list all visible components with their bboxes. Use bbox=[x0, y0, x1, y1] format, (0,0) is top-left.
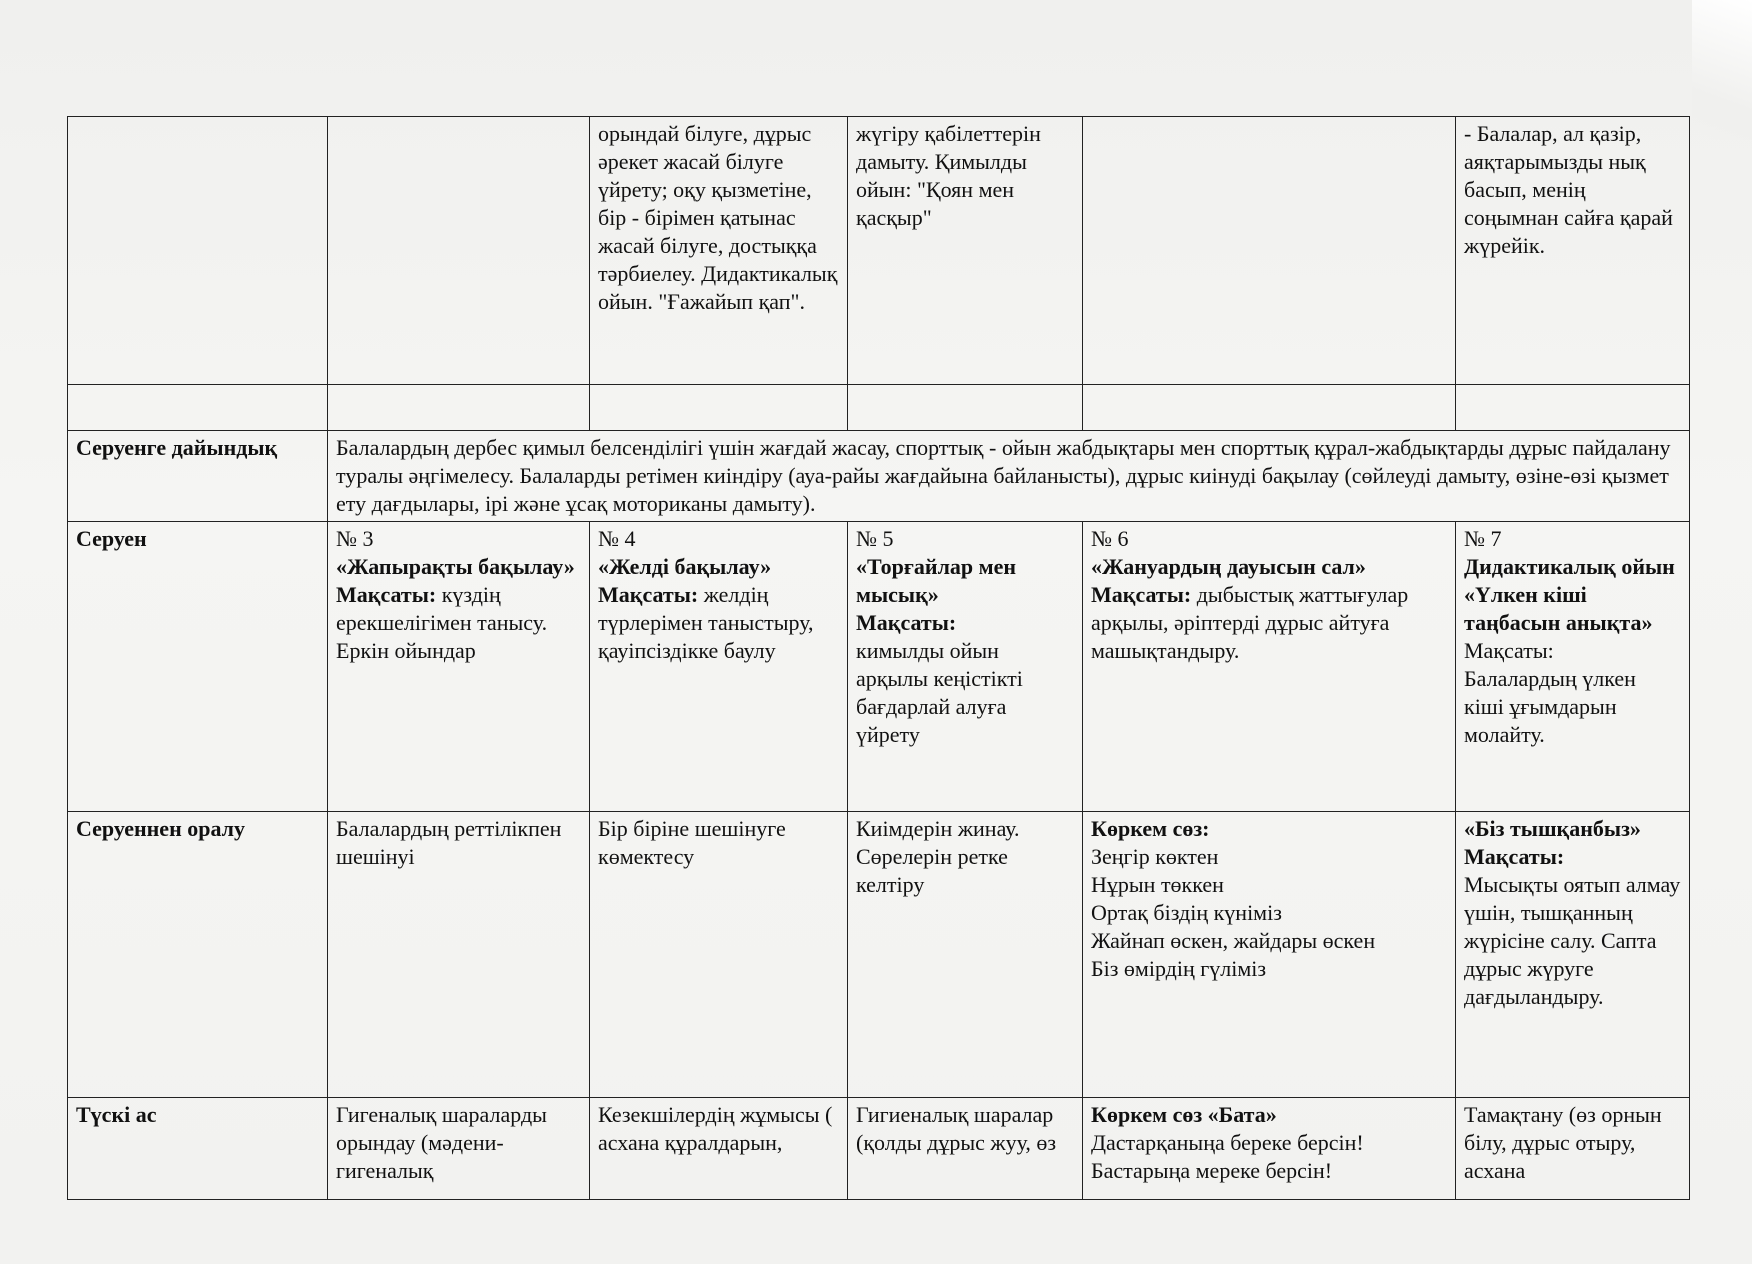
table-row-return bbox=[68, 812, 1690, 1098]
poem-line: Зеңгір көктен bbox=[1091, 844, 1219, 869]
row-label-walk: Серуен bbox=[68, 522, 328, 812]
schedule-table bbox=[67, 116, 1690, 1200]
row-label-return: Серуеннен оралу bbox=[68, 812, 328, 1098]
return-cell-c2: Балалардың реттілікпен шешінуі bbox=[328, 812, 590, 1098]
table-row-blank bbox=[68, 385, 1690, 431]
table-row-walk bbox=[68, 522, 1690, 812]
cell-empty bbox=[68, 385, 328, 431]
poem-line: Біз өмірдің гүліміз bbox=[1091, 956, 1267, 981]
cell-top-c6: - Балалар, ал қазір, аяқтарымызды нық басып, менің соңымнан сайға қарай жүрейік. bbox=[1456, 117, 1690, 385]
goal-label: Мақсаты: bbox=[1464, 638, 1554, 663]
goal-label: Мақсаты: bbox=[336, 582, 437, 607]
goal-label: Мақсаты: bbox=[1091, 582, 1192, 607]
walk-title: «Жапырақты бақылау» bbox=[336, 554, 575, 579]
cell-empty bbox=[590, 385, 848, 431]
goal-label: Мақсаты: bbox=[856, 610, 957, 635]
lunch-cell-c3: Кезекшілердің жұмысы ( асхана құралдарын, bbox=[590, 1098, 848, 1200]
lunch-cell-c5 bbox=[1083, 1098, 1456, 1200]
row-label-lunch: Түскі ас bbox=[68, 1098, 328, 1200]
blessing-line: Дастарқаныңа береке берсін! bbox=[1091, 1130, 1364, 1155]
cell-empty bbox=[328, 117, 590, 385]
walk-num: № 6 bbox=[1091, 526, 1129, 551]
walk-cell-c3 bbox=[590, 522, 848, 812]
page-corner-fold bbox=[1692, 0, 1752, 140]
walk-cell-c5 bbox=[1083, 522, 1456, 812]
walk-cell-c2 bbox=[328, 522, 590, 812]
goal-text: күздің ерекшелігімен танысу. bbox=[336, 582, 548, 635]
table-row-top bbox=[68, 117, 1690, 385]
walk-num: № 7 bbox=[1464, 526, 1502, 551]
table-row-prep bbox=[68, 431, 1690, 522]
walk-num: № 4 bbox=[598, 526, 636, 551]
lunch-cell-c6: Тамақтану (өз орнын білу, дұрыс отыру, асхана bbox=[1456, 1098, 1690, 1200]
walk-title: Дидактикалық ойын «Үлкен кіші таңбасын анықта» bbox=[1464, 554, 1675, 635]
walk-num: № 5 bbox=[856, 526, 894, 551]
cell-empty bbox=[328, 385, 590, 431]
goal-text: желдің түрлерімен таныстыру, қауіпсіздікке баулу bbox=[598, 582, 814, 663]
walk-num: № 3 bbox=[336, 526, 374, 551]
lunch-cell-c4: Гигиеналық шаралар (қолды дұрыс жуу, өз bbox=[848, 1098, 1083, 1200]
return-cell-c4: Киімдерін жинау. Сөрелерін ретке келтіру bbox=[848, 812, 1083, 1098]
walk-cell-c6 bbox=[1456, 522, 1690, 812]
poem-title: Көркем сөз: bbox=[1091, 816, 1210, 841]
cell-empty bbox=[1083, 385, 1456, 431]
cell-empty bbox=[1083, 117, 1456, 385]
return-cell-c5 bbox=[1083, 812, 1456, 1098]
cell-top-c4: жүгіру қабілеттерін дамыту. Қимылды ойын: "Қоян мен қасқыр" bbox=[848, 117, 1083, 385]
goal-label: Мақсаты: bbox=[598, 582, 699, 607]
return-cell-c6 bbox=[1456, 812, 1690, 1098]
return-cell-c3: Бір біріне шешінуге көмектесу bbox=[590, 812, 848, 1098]
walk-extra: Еркін ойындар bbox=[336, 638, 476, 663]
goal-text: Мысықты оятып алмау үшін, тышқанның жүрісіне салу. Сапта дұрыс жүруге дағдыландыру. bbox=[1464, 872, 1681, 1009]
poem-line: Ортақ біздің күніміз bbox=[1091, 900, 1282, 925]
game-title: «Біз тышқанбыз» bbox=[1464, 816, 1641, 841]
table-row-lunch bbox=[68, 1098, 1690, 1200]
blessing-line: Бастарыңа мереке берсін! bbox=[1091, 1158, 1333, 1183]
cell-top-c3: орындай білуге, дұрыс әрекет жасай білуге үйрету; оқу қызметіне, бір - бірімен қатынас жасай білуге, достыққа тәрбиелеу. Дидактикалық ойын. "Ғажайып қап". bbox=[590, 117, 848, 385]
lunch-cell-c2: Гигеналық шараларды орындау (мәдени-гигеналық bbox=[328, 1098, 590, 1200]
cell-empty bbox=[1456, 385, 1690, 431]
poem-line: Нұрын төккен bbox=[1091, 872, 1224, 897]
row-label-prep: Серуенге дайындық bbox=[68, 431, 328, 522]
poem-line: Жайнап өскен, жайдары өскен bbox=[1091, 928, 1376, 953]
walk-title: «Торғайлар мен мысық» bbox=[856, 554, 1017, 607]
blessing-title: Көркем сөз «Бата» bbox=[1091, 1102, 1277, 1127]
goal-text: дыбыстық жаттығулар арқылы, әріптерді дұрыс айтуға машықтандыру. bbox=[1091, 582, 1409, 663]
walk-title: «Желді бақылау» bbox=[598, 554, 772, 579]
walk-title: «Жануардың дауысын сал» bbox=[1091, 554, 1366, 579]
goal-text: Балалардың үлкен кіші ұғымдарын молайту. bbox=[1464, 666, 1636, 747]
prep-text: Балалардың дербес қимыл белсенділігі үшін жағдай жасау, спорттық - ойын жабдықтары мен спорттық құрал-жабдықтарды дұрыс пайдалану туралы әңгімелесу. Балаларды ретімен киіндіру (ауа-райы жағдайына байланысты), дұрыс киінуді бақылау (сөйлеуді дамыту, өзіне-өзі қызмет ету дағдылары, ірі және ұсақ моториканы дамыту). bbox=[328, 431, 1690, 522]
cell-empty bbox=[68, 117, 328, 385]
cell-empty bbox=[848, 385, 1083, 431]
walk-cell-c4 bbox=[848, 522, 1083, 812]
goal-text: кимылды ойын арқылы кеңістікті бағдарлай алуға үйрету bbox=[856, 638, 1023, 747]
goal-label: Мақсаты: bbox=[1464, 844, 1565, 869]
